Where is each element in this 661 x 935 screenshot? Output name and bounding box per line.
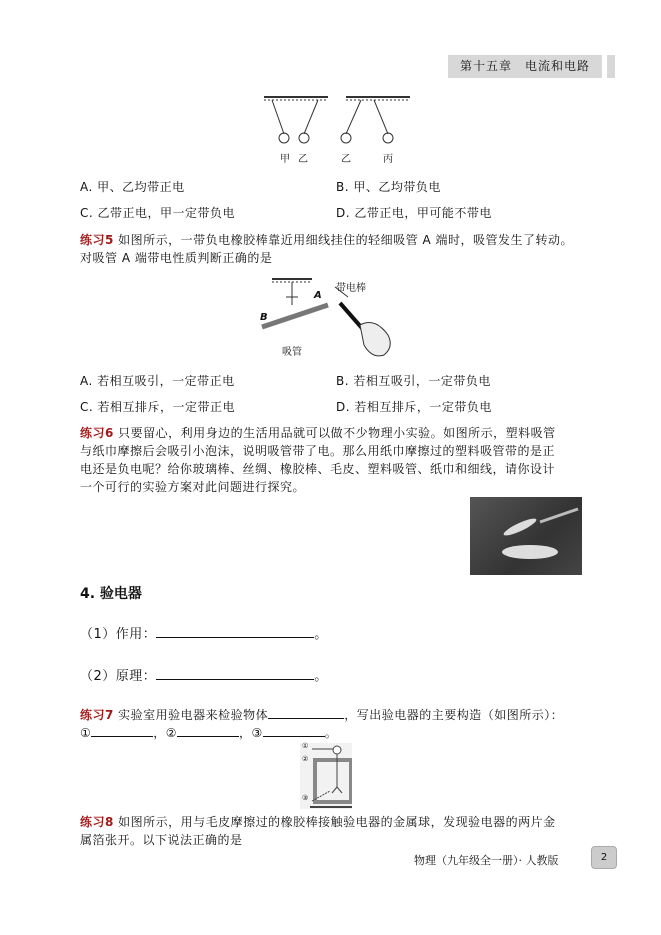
exercise-5-label: 练习5: [80, 233, 114, 247]
label-a: A: [314, 290, 322, 301]
exercise-7-text: 实验室用验电器来检验物体: [113, 708, 269, 722]
ex5-option-c: C. 若相互排斥，一定带正电: [80, 400, 236, 414]
label-straw: 吸管: [282, 347, 302, 358]
straw-foam-photo: [470, 497, 582, 575]
label-yi: 乙: [298, 154, 308, 165]
exercise-6-text: 只要留心，利用身边的生活用品就可以做不少物理小实验。如图所示，塑料吸管: [113, 426, 556, 440]
fig-label-1: ①: [302, 742, 309, 750]
chapter-header: 第十五章 电流和电路: [448, 55, 602, 78]
label-b: B: [260, 312, 268, 323]
item-function: [80, 625, 328, 644]
label-charged-rod: 带电棒: [336, 283, 366, 294]
exercise-7-text2: ，写出验电器的主要构造（如图所示）：: [344, 708, 564, 722]
option-d: D. 乙带正电，甲可能不带电: [336, 206, 492, 220]
function-blank[interactable]: [156, 625, 314, 638]
exercise-7-label: 练习7: [80, 708, 114, 722]
header-tab-marker: [607, 55, 615, 78]
exercise-6-line4: 一个可行的实验方案对此问题进行探究。: [80, 480, 306, 494]
exercise-5-line2: 对吸管 A 端带电性质判断正确的是: [80, 251, 273, 265]
principle-blank[interactable]: [156, 667, 314, 680]
exercise-6-line3: 电还是负电呢？给你玻璃棒、丝绸、橡胶棒、毛皮、塑料吸管、纸巾和细线，请你设计: [80, 462, 556, 476]
option-a: A. 甲、乙均带正电: [80, 180, 185, 194]
section-title: 4. 验电器: [80, 586, 142, 602]
footer-book-title: 物理（九年级全一册）· 人教版: [414, 854, 559, 867]
fig-label-2: ②: [302, 755, 309, 763]
exercise-7-line1: [80, 706, 563, 724]
exercise-6-label: 练习6: [80, 426, 114, 440]
period: 。: [314, 669, 328, 684]
exercise-8-label: 练习8: [80, 815, 114, 829]
exercise-5-line1: [80, 231, 573, 249]
part2-blank[interactable]: [177, 724, 239, 737]
object-blank[interactable]: [268, 706, 344, 719]
period: 。: [314, 627, 328, 642]
c3: ，③: [239, 726, 263, 740]
exercise-6-line1: [80, 424, 556, 442]
page-number: 2: [591, 846, 617, 869]
label-yi-2: 乙: [341, 154, 351, 165]
exercise-8-line2: 属箔张开。以下说法正确的是: [80, 833, 243, 847]
period: 。: [324, 726, 338, 740]
option-b: B. 甲、乙均带负电: [336, 180, 441, 194]
label-jia: 甲: [280, 154, 290, 165]
part1-blank[interactable]: [91, 724, 153, 737]
ex5-option-a: A. 若相互吸引，一定带正电: [80, 374, 235, 388]
principle-label: （2）原理：: [80, 669, 157, 684]
exercise-8-line1: [80, 813, 556, 831]
part3-blank[interactable]: [263, 724, 325, 737]
exercise-8-text: 如图所示，用与毛皮摩擦过的橡胶棒接触验电器的金属球，发现验电器的两片金: [113, 815, 556, 829]
fig-label-3: ③: [302, 794, 309, 802]
exercise-6-line2: 与纸巾摩擦后会吸引小泡沫，说明吸管带了电。那么用纸巾摩擦过的塑料吸管带的是正: [80, 444, 556, 458]
exercise-5-text: 如图所示，一带负电橡胶棒靠近用细线挂住的轻细吸管 A 端时，吸管发生了转动。: [113, 233, 574, 247]
straw-rod-figure: [250, 275, 400, 365]
label-bing: 丙: [383, 154, 393, 165]
c1: ①: [80, 726, 92, 740]
ex5-option-b: B. 若相互吸引，一定带负电: [336, 374, 491, 388]
c2: ，②: [153, 726, 178, 740]
ex5-option-d: D. 若相互排斥，一定带负电: [336, 400, 492, 414]
function-label: （1）作用：: [80, 627, 157, 642]
item-principle: [80, 667, 328, 686]
option-c: C. 乙带正电，甲一定带负电: [80, 206, 236, 220]
exercise-7-line2: [80, 724, 337, 742]
